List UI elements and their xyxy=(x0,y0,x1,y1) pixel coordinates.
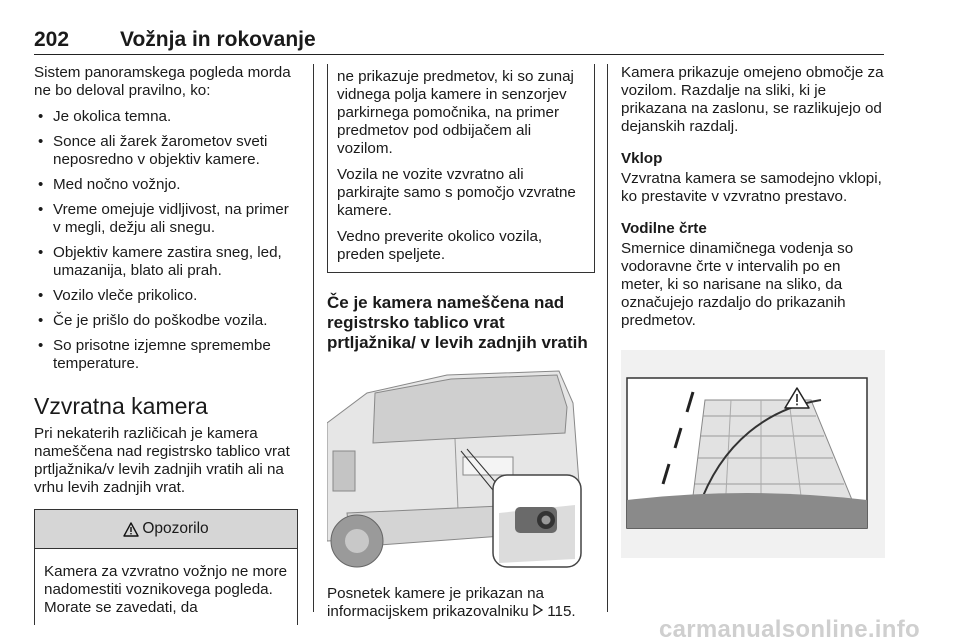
column-middle xyxy=(327,64,595,629)
list-item: • Vreme omejuje vidljivost, na primer v megli, dežju ali snegu. xyxy=(34,201,298,237)
chapter-title: Vožnja in rokovanje xyxy=(120,28,316,51)
section-title: Vzvratna kamera xyxy=(34,393,208,419)
warning-box-continued xyxy=(327,64,595,273)
warning-text: ne prikazuje predmetov, ki so zunaj vidnega polja kamere in senzorjev parkirnega pomočnika, na primer predmetov pod odbijačem ali vozilom. xyxy=(337,68,574,157)
list-item: • Sonce ali žarek žarometov sveti neposredno v objektiv kamere. xyxy=(34,133,298,169)
guide-lines-illustration xyxy=(621,350,885,558)
intro-text: Kamera prikazuje omejeno območje za vozilom. Razdalje na sliki, ki je prikazana na zaslonu, se razlikujejo od dejanskih razdalj. xyxy=(621,64,884,135)
column-left xyxy=(34,64,298,625)
page-reference[interactable]: 115. xyxy=(547,603,576,620)
list-item: • Če je prišlo do poškodbe vozila. xyxy=(34,312,298,330)
conditions-list xyxy=(34,108,298,373)
list-item: • Je okolica temna. xyxy=(34,108,298,126)
page-header xyxy=(34,28,884,55)
page-number: 202 xyxy=(34,28,70,51)
warning-text: Kamera za vzvratno vožnjo ne more nadomestiti voznikovega pogleda. Morate se zavedati, da xyxy=(44,563,288,616)
list-item: • Vozilo vleče prikolico. xyxy=(34,287,298,305)
page-reference-arrow-icon xyxy=(533,604,543,616)
list-item: • Med nočno vožnjo. xyxy=(34,176,298,194)
warning-text: Vozila ne vozite vzvratno ali parkirajte samo s pomočjo vzvratne kamere. xyxy=(337,166,576,219)
warning-box xyxy=(34,509,298,625)
column-right xyxy=(621,64,885,558)
vklop-text: Vzvratna kamera se samodejno vklopi, ko prestavite v vzvratno prestavo. xyxy=(621,170,882,205)
guide-lines-text: Smernice dinamičnega vodenja so vodoravne črte v intervalih po en meter, ki so narisane na sliko, da označujejo razdaljo do prikazanih predmetov. xyxy=(621,240,854,329)
warning-icon xyxy=(123,522,139,537)
intro-text: Sistem panoramskega pogleda morda ne bo deloval pravilno, ko: xyxy=(34,64,291,99)
guide-lines-heading: Vodilne črte xyxy=(621,220,707,237)
list-item: • So prisotne izjemne spremembe temperature. xyxy=(34,337,298,373)
warning-title: Opozorilo xyxy=(142,520,209,537)
column-divider xyxy=(313,64,314,612)
warning-header xyxy=(35,510,297,549)
camera-location-illustration xyxy=(327,363,585,571)
list-item: • Objektiv kamere zastira sneg, led, umazanija, blato ali prah. xyxy=(34,244,298,280)
section-text: Pri nekaterih različicah je kamera nameščena nad registrsko tablico vrat prtljažnika/v levih zadnjih vratih ali na vrhu levih zadnjih vrat. xyxy=(34,425,290,496)
warning-text: Vedno preverite okolico vozila, preden speljete. xyxy=(337,228,543,263)
subsection-title: Če je kamera nameščena nad registrsko tablico vrat prtljažnika/ v levih zadnjih vratih xyxy=(327,293,588,352)
column-divider xyxy=(607,64,608,612)
figure-caption xyxy=(327,585,595,621)
vklop-heading: Vklop xyxy=(621,150,663,167)
rear-van-drawing xyxy=(327,363,585,571)
caption-text: Posnetek kamere je prikazan na informacijskem prikazovalniku xyxy=(327,585,544,620)
watermark: carmanualsonline.info xyxy=(658,616,920,643)
camera-display-drawing xyxy=(621,350,885,558)
